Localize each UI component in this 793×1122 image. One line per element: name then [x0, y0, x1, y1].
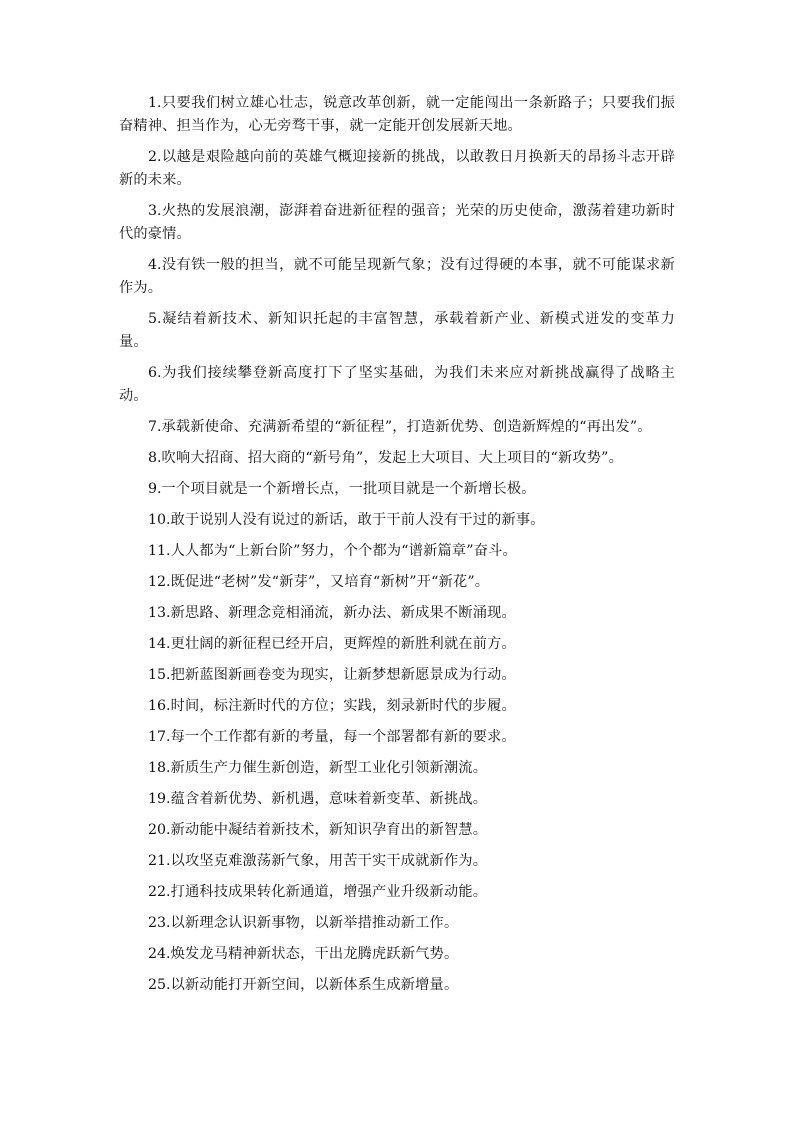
item-text: 只要我们树立雄心壮志，锐意改革创新，就一定能闯出一条新路子；只要我们振奋精神、担当作为，心无旁骛干事，就一定能开创发展新天地。	[119, 95, 675, 134]
list-item	[119, 943, 675, 966]
item-number: 4.	[148, 257, 162, 273]
list-item	[119, 633, 675, 656]
list-item	[119, 881, 675, 904]
list-item	[119, 254, 675, 300]
item-number: 5.	[148, 311, 162, 327]
item-number: 7.	[148, 419, 162, 435]
list-item	[119, 602, 675, 625]
item-number: 8.	[148, 450, 162, 466]
list-item	[119, 974, 675, 997]
item-text: 更壮阔的新征程已经开启，更辉煌的新胜利就在前方。	[170, 636, 516, 652]
list-item	[119, 850, 675, 873]
item-number: 18.	[148, 760, 171, 776]
item-number: 11.	[148, 543, 171, 559]
item-number: 14.	[148, 636, 171, 652]
item-text: 吹响大招商、招大商的“新号角”，发起上大项目、大上项目的“新攻势”。	[161, 450, 623, 466]
item-text: 以新动能打开新空间，以新体系生成新增量。	[170, 977, 459, 993]
list-item	[119, 447, 675, 470]
item-text: 时间，标注新时代的方位；实践，刻录新时代的步履。	[170, 698, 516, 714]
list-item	[119, 664, 675, 687]
item-number: 23.	[148, 915, 171, 931]
item-text: 蕴含着新优势、新机遇，意味着新变革、新挑战。	[170, 791, 488, 807]
item-number: 17.	[148, 729, 171, 745]
item-number: 16.	[148, 698, 171, 714]
item-text: 人人都为“上新台阶”努力，个个都为“谱新篇章”奋斗。	[170, 543, 517, 559]
item-number: 20.	[148, 822, 171, 838]
list-item	[119, 695, 675, 718]
list-item	[119, 478, 675, 501]
item-text: 火热的发展浪潮，澎湃着奋进新征程的强音；光荣的历史使命，激荡着建功新时代的豪情。	[119, 203, 675, 242]
item-text: 把新蓝图新画卷变为现实，让新梦想新愿景成为行动。	[170, 667, 516, 683]
item-number: 2.	[148, 149, 162, 165]
item-number: 3.	[148, 203, 162, 219]
list-item	[119, 819, 675, 842]
list-item	[119, 540, 675, 563]
list-item	[119, 92, 675, 138]
list-item	[119, 726, 675, 749]
list-item	[119, 788, 675, 811]
item-text: 每一个工作都有新的考量，每一个部署都有新的要求。	[170, 729, 516, 745]
list-item	[119, 308, 675, 354]
item-number: 21.	[148, 853, 171, 869]
list-item	[119, 200, 675, 246]
list-item	[119, 912, 675, 935]
list-item	[119, 571, 675, 594]
list-item	[119, 757, 675, 780]
item-text: 新思路、新理念竞相涌流，新办法、新成果不断涌现。	[170, 605, 516, 621]
item-number: 25.	[148, 977, 171, 993]
item-text: 承载新使命、充满新希望的“新征程”，打造新优势、创造新辉煌的“再出发”。	[161, 419, 652, 435]
item-text: 新动能中凝结着新技术，新知识孕育出的新智慧。	[170, 822, 488, 838]
item-text: 以越是艰险越向前的英雄气概迎接新的挑战，以敢教日月换新天的昂扬斗志开辟新的未来。	[119, 149, 675, 188]
item-number: 12.	[148, 574, 171, 590]
item-text: 一个项目就是一个新增长点，一批项目就是一个新增长极。	[161, 481, 536, 497]
item-number: 10.	[148, 512, 171, 528]
item-text: 以新理念认识新事物，以新举措推动新工作。	[170, 915, 459, 931]
item-text: 敢于说别人没有说过的新话，敢于干前人没有干过的新事。	[170, 512, 545, 528]
item-text: 焕发龙马精神新状态，干出龙腾虎跃新气势。	[170, 946, 459, 962]
document-body	[119, 92, 675, 1005]
item-number: 19.	[148, 791, 171, 807]
item-text: 新质生产力催生新创造，新型工业化引领新潮流。	[170, 760, 488, 776]
item-number: 6.	[148, 365, 162, 381]
item-text: 为我们接续攀登新高度打下了坚实基础，为我们未来应对新挑战赢得了战略主动。	[119, 365, 675, 404]
item-number: 15.	[148, 667, 171, 683]
item-text: 凝结着新技术、新知识托起的丰富智慧，承载着新产业、新模式迸发的变革力量。	[119, 311, 675, 350]
item-text: 打通科技成果转化新通道，增强产业升级新动能。	[170, 884, 488, 900]
item-number: 24.	[148, 946, 171, 962]
item-number: 1.	[148, 95, 162, 111]
list-item	[119, 146, 675, 192]
item-text: 以攻坚克难激荡新气象，用苦干实干成就新作为。	[170, 853, 488, 869]
item-number: 22.	[148, 884, 171, 900]
list-item	[119, 416, 675, 439]
item-text: 既促进“老树”发“新芽”，又培育“新树”开“新花”。	[170, 574, 490, 590]
list-item	[119, 362, 675, 408]
item-text: 没有铁一般的担当，就不可能呈现新气象；没有过得硬的本事，就不可能谋求新作为。	[119, 257, 675, 296]
item-number: 13.	[148, 605, 171, 621]
item-number: 9.	[148, 481, 162, 497]
list-item	[119, 509, 675, 532]
